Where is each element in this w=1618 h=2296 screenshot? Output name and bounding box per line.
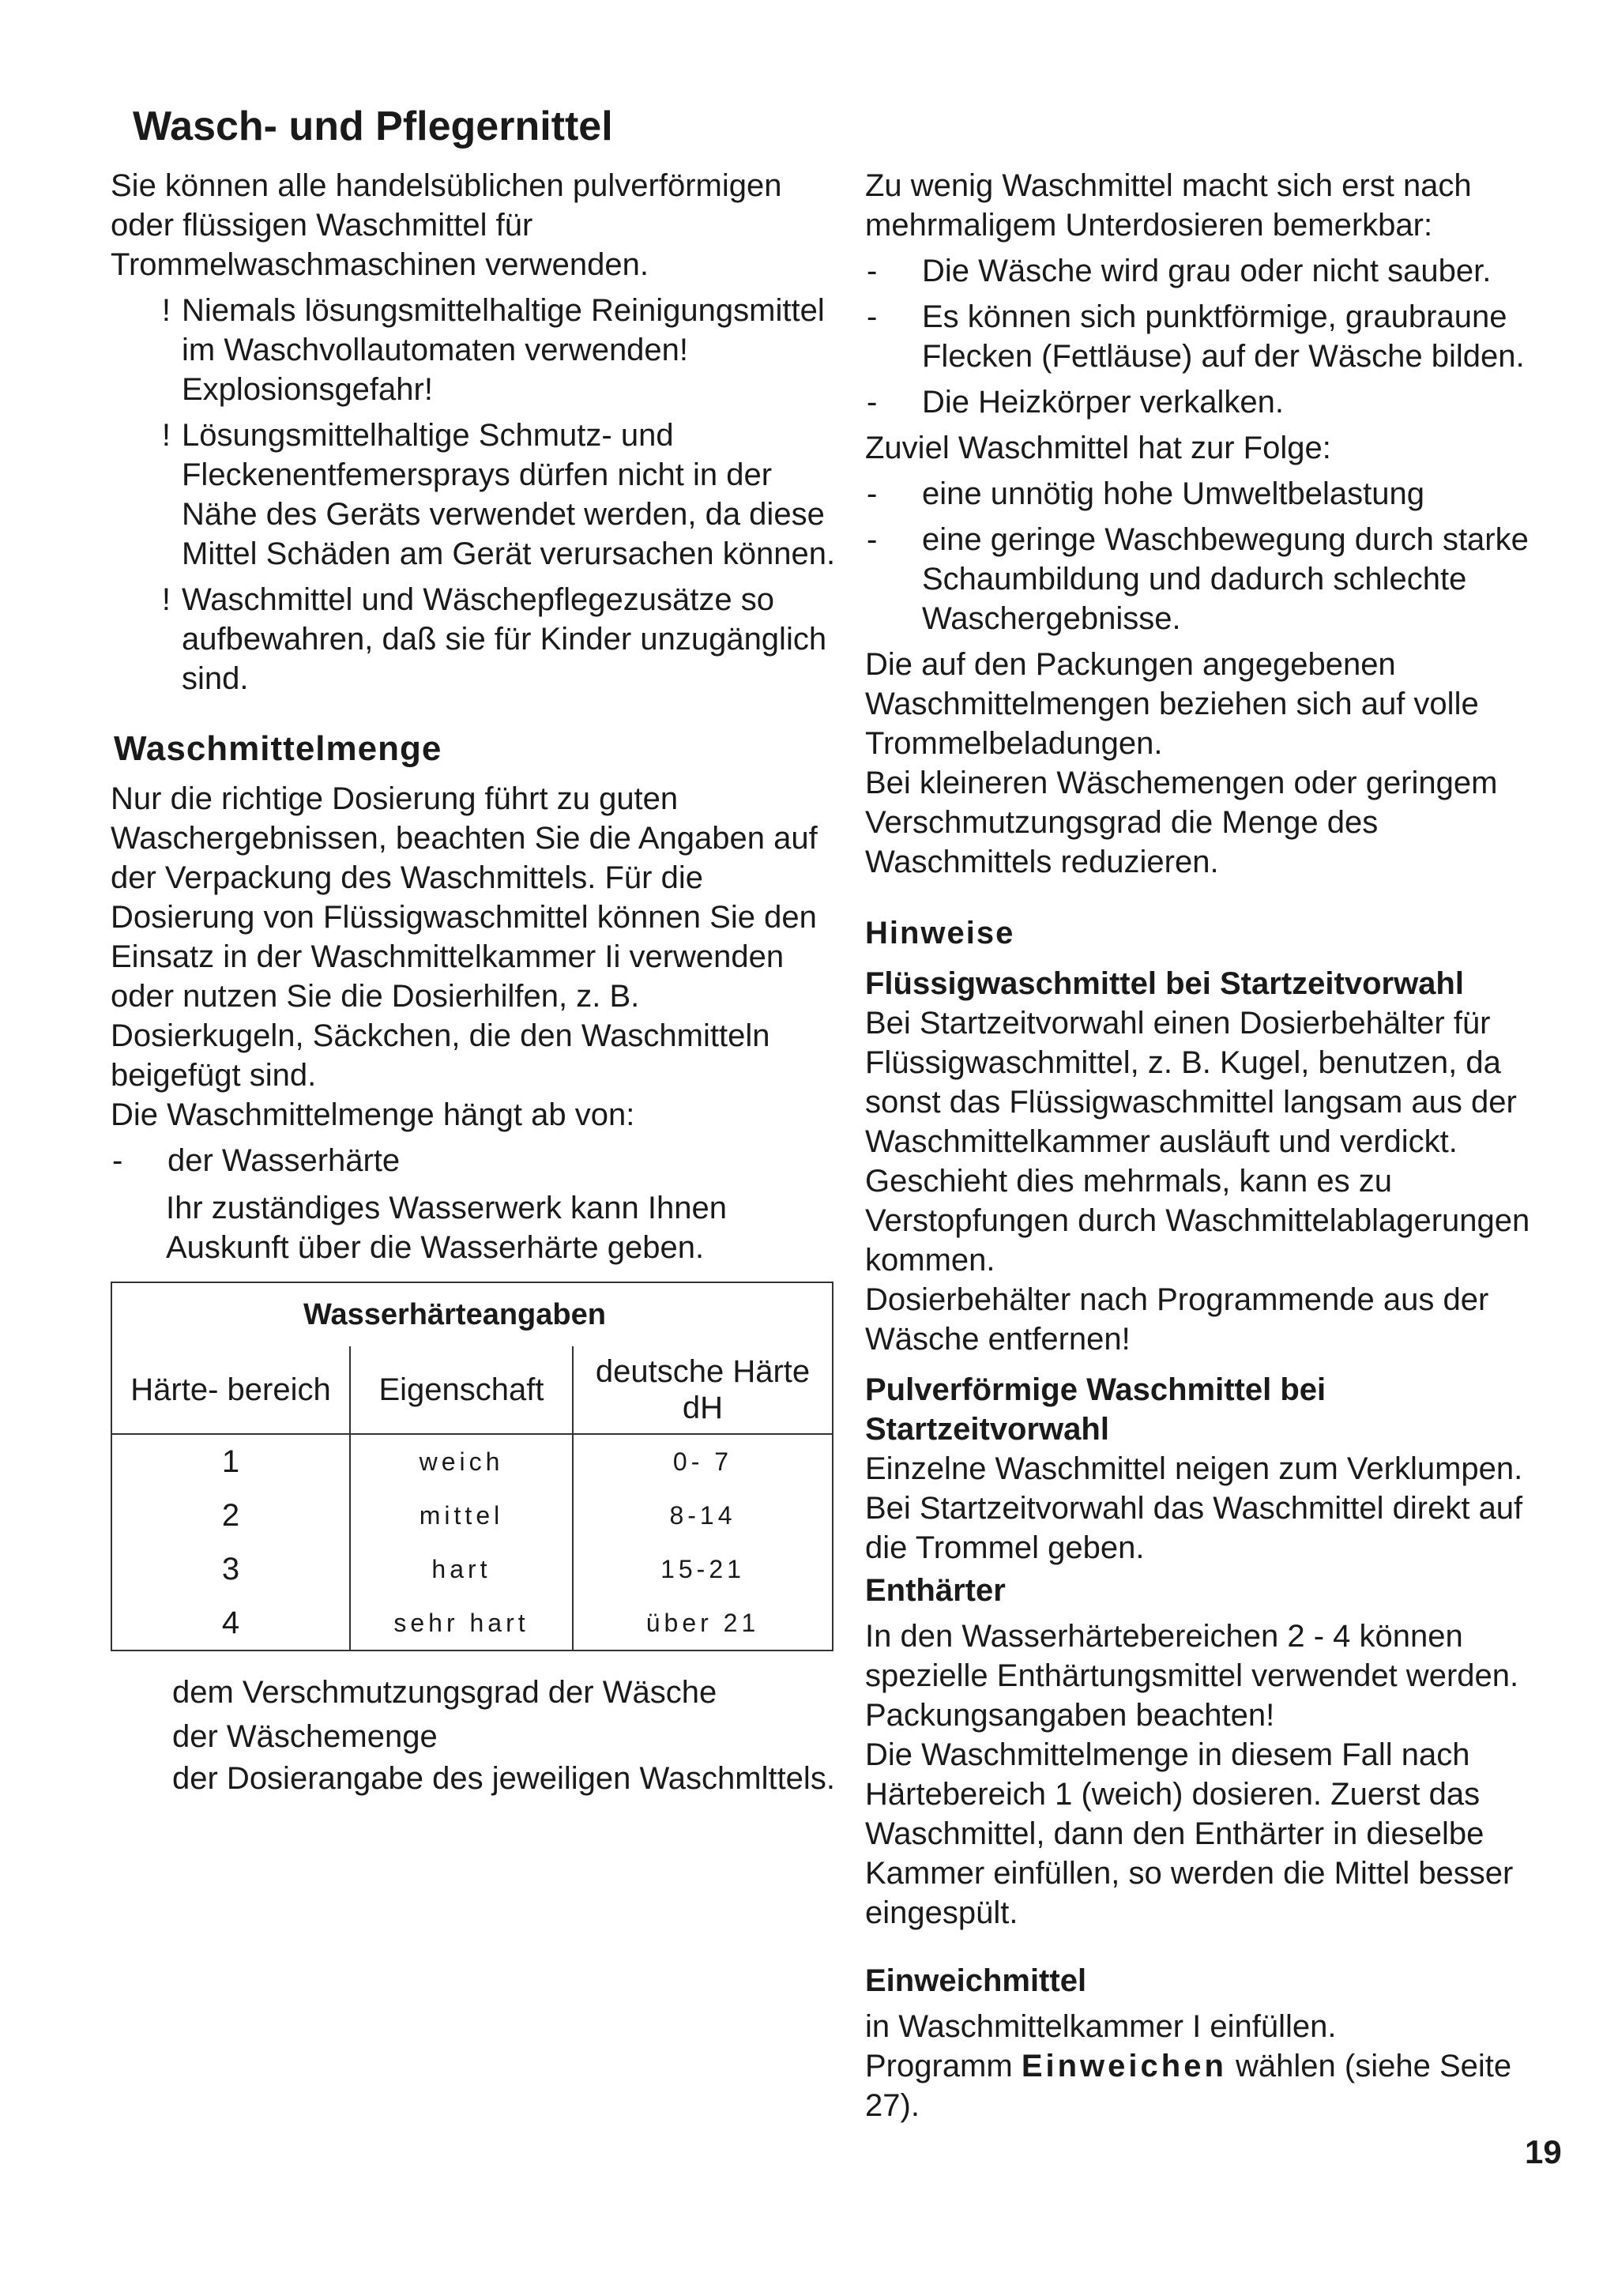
dash-text: eine unnötig hohe Umweltbelastung	[922, 476, 1424, 511]
dash-item	[865, 520, 1568, 638]
dash-bullet: -	[112, 1143, 123, 1178]
table-row	[111, 1596, 833, 1650]
warning-item	[111, 580, 837, 698]
cell-property: sehr hart	[350, 1596, 573, 1650]
menge-paragraph: Nur die richtige Dosierung führt zu guten Waschergebnissen, beachten Sie die Angaben auf der Verpackung des Waschmittels. Für die Dosierung von Flüssigwaschmittel können Sie den Einsatz in der Waschmittelkammer Ii verwenden oder nutzen Sie die Dosierhilfen, z. B. Dosierkugeln, Säckchen, die den Waschmitteln beigefügt sind.	[111, 781, 818, 1093]
table-header-row	[111, 1346, 833, 1434]
header-property: Eigenschaft	[350, 1346, 573, 1434]
cell-property: mittel	[350, 1489, 573, 1542]
cell-property: weich	[350, 1434, 573, 1489]
cell-range: 4	[111, 1596, 350, 1650]
dash-text: Die Wäsche wird grau oder nicht sauber.	[922, 254, 1492, 288]
program-name: Einweichen	[1021, 2049, 1227, 2083]
header-dh: deutsche Härte dH	[573, 1346, 833, 1434]
fluessig-text: Bei Startzeitvorwahl einen Dosierbehälter für Flüssigwaschmittel, z. B. Kugel, benutzen, da sonst das Flüssigwaschmittel langsam aus der Waschmittelkammer ausläuft und verdickt. Geschieht dies mehrmals, kann es zu Verstopfungen durch Waschmittelablagerungen kommen.	[865, 1006, 1530, 1278]
table-row	[111, 1542, 833, 1596]
dash-item	[865, 382, 1568, 422]
dash-text: Die Heizkörper verkalken.	[922, 385, 1284, 420]
too-little-intro: Zu wenig Waschmittel macht sich erst nach mehrmaligem Unterdosieren bemerkbar:	[865, 168, 1472, 243]
cell-property: hart	[350, 1542, 573, 1596]
dash-text: eine geringe Waschbewegung durch starke Schaumbildung und dadurch schlechte Waschergebnisse.	[922, 522, 1529, 636]
page-title: Wasch- und Pflegernittel	[133, 104, 613, 149]
header-range: Härte- bereich	[111, 1346, 350, 1434]
warning-text: Lösungsmittelhaltige Schmutz- und Fleckenentfemersprays dürfen nicht in der Nähe des Geräts verwendet werden, da diese Mittel Schäden am Gerät verursachen können.	[182, 418, 836, 571]
enthaerter-text: In den Wasserhärtebereichen 2 - 4 können spezielle Enthärtungsmittel verwendet werden. Packungsangaben beachten!	[865, 1619, 1519, 1733]
dash-text: Es können sich punktförmige, graubraune Flecken (Fettläuse) auf der Wäsche bilden.	[922, 299, 1525, 374]
warning-icon: !	[161, 418, 171, 453]
dash-bullet: -	[867, 476, 878, 511]
table-caption: Wasserhärteangaben	[303, 1297, 606, 1331]
cell-dh: über 21	[573, 1596, 833, 1650]
menge-depends: Die Waschmittelmenge hängt ab von:	[111, 1097, 635, 1132]
einweich-program	[865, 2046, 1568, 2125]
fluessig-heading: Flüssigwaschmittel bei Startzeitvorwahl	[865, 966, 1464, 1001]
factor-text: dem Verschmutzungsgrad der Wäsche	[172, 1675, 717, 1710]
section-heading-menge: Waschmittelmenge	[114, 729, 442, 768]
water-hardness-table	[111, 1282, 833, 1651]
intro-paragraph: Sie können alle handelsüblichen pulverförmigen oder flüssigen Waschmittel für Trommelwaschmaschinen verwenden.	[111, 168, 782, 282]
warning-item	[111, 416, 837, 574]
cell-range: 3	[111, 1542, 350, 1596]
fluessig-text-2: Dosierbehälter nach Programmende aus der Wäsche entfernen!	[865, 1282, 1489, 1357]
wasserwerk-note: Ihr zuständiges Wasserwerk kann Ihnen Auskunft über die Wasserhärte geben.	[166, 1191, 727, 1265]
warning-icon: !	[161, 582, 171, 617]
cell-range: 2	[111, 1489, 350, 1542]
table-row	[111, 1489, 833, 1542]
cell-range: 1	[111, 1434, 350, 1489]
too-much-intro: Zuviel Waschmittel hat zur Folge:	[865, 431, 1331, 465]
reduce-note: Bei kleineren Wäschemengen oder geringem Verschmutzungsgrad die Menge des Waschmittels reduzieren.	[865, 766, 1498, 879]
dash-item	[865, 251, 1568, 291]
warning-text: Niemals lösungsmittelhaltige Reinigungsmittel im Waschvollautomaten verwenden! Explosionsgefahr!	[182, 293, 825, 407]
enthaerter-heading: Enthärter	[865, 1573, 1006, 1608]
table-row	[111, 1434, 833, 1489]
warning-text: Waschmittel und Wäschepflegezusätze so aufbewahren, daß sie für Kinder unzugänglich sind.	[182, 582, 827, 696]
cell-dh: 15-21	[573, 1542, 833, 1596]
right-column	[865, 166, 1568, 2125]
left-column	[111, 101, 837, 1798]
dash-bullet: -	[867, 385, 878, 420]
einweich-heading: Einweichmittel	[865, 1963, 1087, 1998]
einweich-pre: Programm	[865, 2049, 1013, 2083]
factor-text: der Wäschemenge	[172, 1719, 438, 1754]
pulver-text: Einzelne Waschmittel neigen zum Verklumpen. Bei Startzeitvorwahl das Waschmittel direkt auf die Trommel geben.	[865, 1451, 1523, 1565]
enthaerter-text-2: Die Waschmittelmenge in diesem Fall nach Härtebereich 1 (weich) dosieren. Zuerst das Waschmittel, dann den Enthärter in dieselbe Kammer einfüllen, so werden die Mittel besser eingespült.	[865, 1737, 1514, 1930]
einweich-post: wählen (siehe Seite 27).	[865, 2049, 1512, 2123]
dash-bullet: -	[867, 299, 878, 334]
pack-note: Die auf den Packungen angegebenen Waschmittelmengen beziehen sich auf volle Trommelbeladungen.	[865, 647, 1479, 761]
factor-text: der Dosierangabe des jeweiligen Waschmlttels.	[172, 1761, 835, 1796]
warning-icon: !	[161, 293, 171, 328]
page-number: 19	[1525, 2133, 1562, 2170]
dash-item	[865, 474, 1568, 514]
pulver-heading: Pulverförmige Waschmittel bei Startzeitvorwahl	[865, 1372, 1326, 1447]
cell-dh: 0- 7	[573, 1434, 833, 1489]
hinweise-heading: Hinweise	[865, 916, 1015, 950]
dash-text: der Wasserhärte	[167, 1143, 401, 1178]
einweich-line: in Waschmittelkammer I einfüllen.	[865, 2009, 1337, 2044]
cell-dh: 8-14	[573, 1489, 833, 1542]
dash-bullet: -	[867, 254, 878, 288]
dash-item	[111, 1141, 837, 1180]
warning-item	[111, 291, 837, 409]
dash-item	[865, 297, 1568, 376]
dash-bullet: -	[867, 522, 878, 557]
